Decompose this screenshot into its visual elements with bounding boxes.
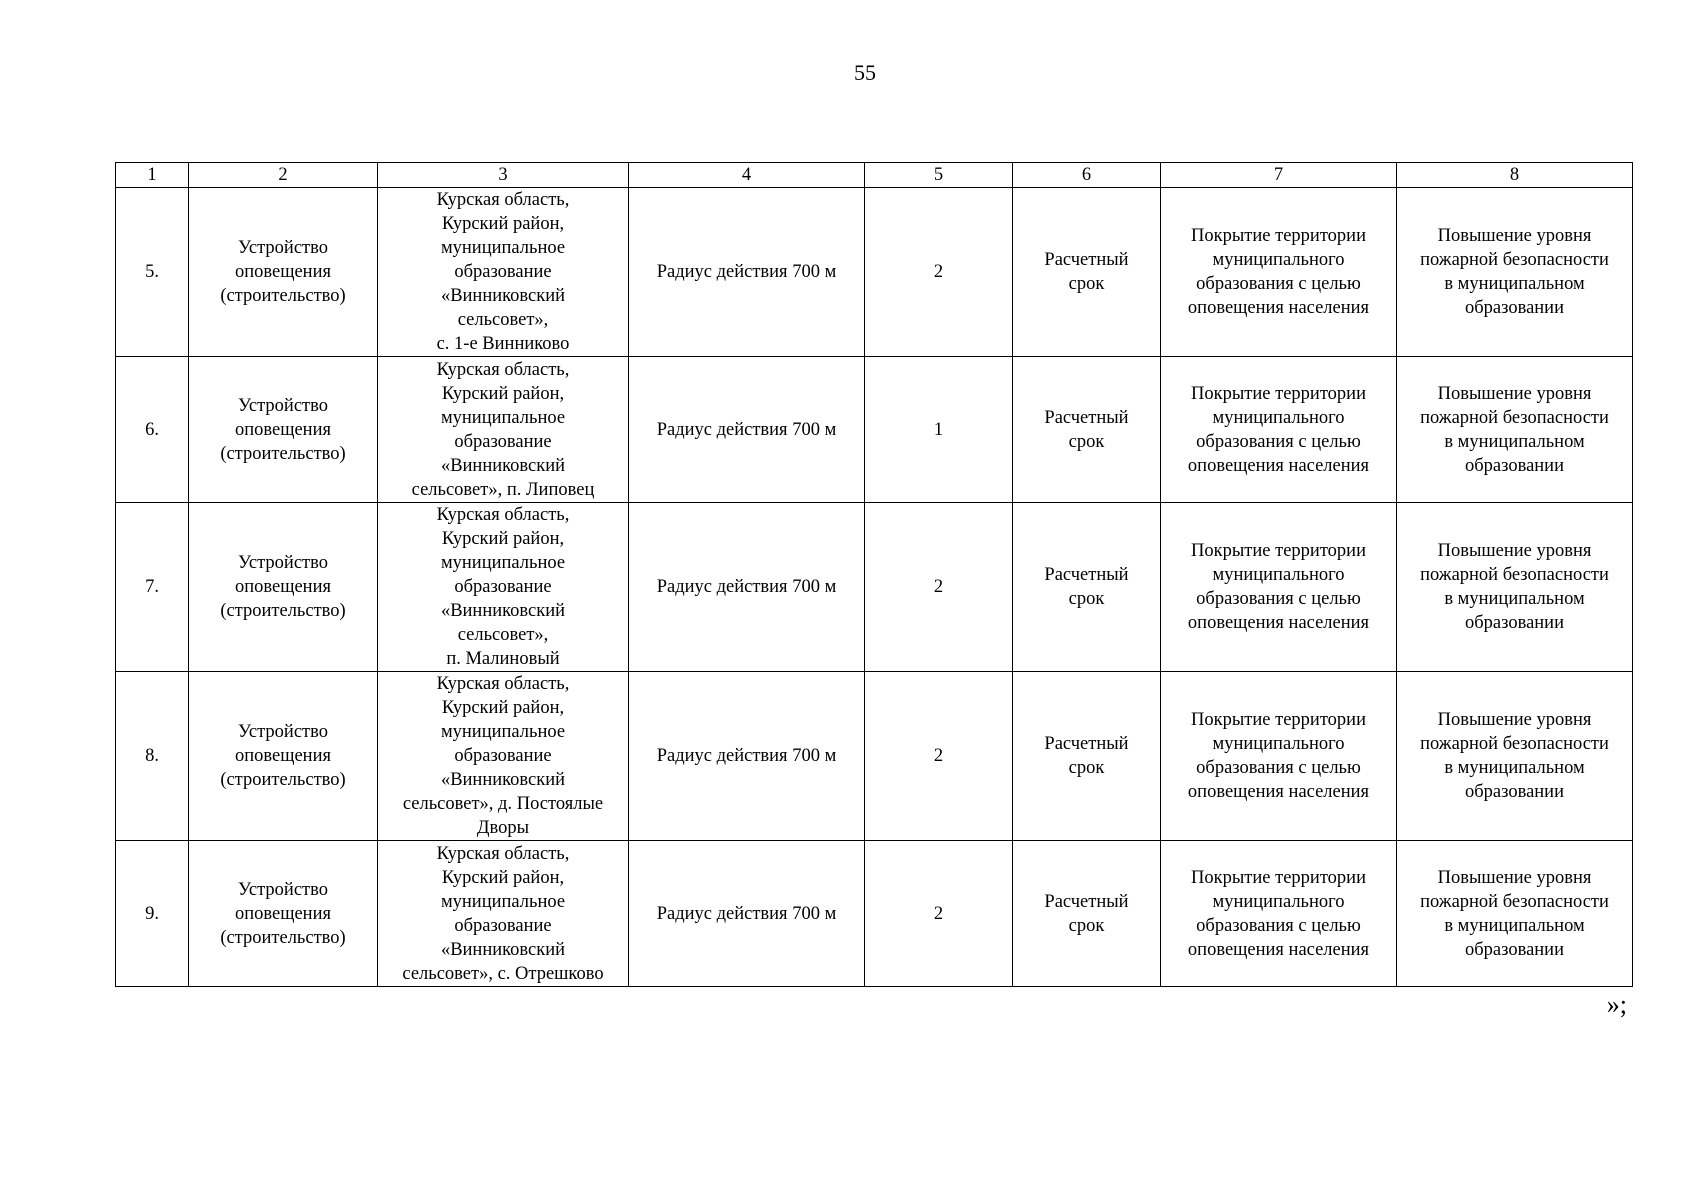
cell-line: в муниципальном — [1444, 274, 1585, 294]
cell-line: срок — [1068, 589, 1105, 609]
cell-line: (строительство) — [220, 770, 346, 790]
cell-line: Курский район, — [441, 867, 565, 888]
cell-line: Курский район, — [441, 383, 565, 404]
cell-line: с. 1-е Винниково — [436, 334, 570, 354]
cell-line: муниципальное — [440, 553, 566, 573]
result-cell — [1397, 841, 1633, 987]
work-type-cell — [189, 357, 378, 503]
cell-line: образования с целью — [1196, 915, 1361, 936]
cell-line: Повышение уровня — [1437, 383, 1592, 404]
cell-line: сельсовет», п. Липовец — [411, 479, 595, 500]
column-header: 7 — [1161, 163, 1397, 188]
location-cell — [378, 672, 629, 841]
cell-line: Покрытие территории — [1191, 383, 1366, 404]
cell-line: муниципального — [1212, 407, 1345, 428]
work-type-cell — [189, 188, 378, 357]
column-header: 3 — [378, 163, 629, 188]
cell-line: оповещения населения — [1187, 455, 1370, 476]
count-cell: 2 — [865, 503, 1013, 672]
cell-line: образовании — [1465, 782, 1564, 802]
result-cell — [1397, 503, 1633, 672]
cell-line: оповещения — [234, 746, 331, 766]
cell-line: образовании — [1465, 613, 1564, 633]
count-cell: 1 — [865, 357, 1013, 503]
cell-line: Повышение уровня — [1437, 710, 1592, 730]
cell-line: пожарной безопасности — [1420, 734, 1609, 754]
cell-line: оповещения населения — [1187, 782, 1370, 802]
cell-line: образование — [454, 262, 552, 282]
cell-line: Курская область, — [436, 359, 570, 380]
cell-line: образовании — [1465, 939, 1564, 960]
cell-line: Покрытие территории — [1191, 226, 1366, 246]
cell-line: п. Малиновый — [446, 649, 560, 669]
row-number: 8. — [116, 672, 189, 841]
count-cell: 2 — [865, 188, 1013, 357]
cell-line: образовании — [1465, 298, 1564, 318]
purpose-cell — [1161, 503, 1397, 672]
column-header: 5 — [865, 163, 1013, 188]
cell-line: Покрытие территории — [1191, 867, 1366, 888]
purpose-cell — [1161, 672, 1397, 841]
cell-line: Расчетный — [1044, 407, 1129, 428]
characteristic-cell: Радиус действия 700 м — [629, 357, 865, 503]
column-header: 8 — [1397, 163, 1633, 188]
work-type-cell — [189, 672, 378, 841]
term-cell — [1013, 672, 1161, 841]
table-row — [116, 188, 1633, 357]
location-cell — [378, 503, 629, 672]
column-header: 4 — [629, 163, 865, 188]
result-cell — [1397, 188, 1633, 357]
cell-line: (строительство) — [220, 601, 346, 621]
characteristic-cell: Радиус действия 700 м — [629, 672, 865, 841]
cell-line: (строительство) — [220, 286, 346, 306]
table-row — [116, 357, 1633, 503]
cell-line: муниципальное — [440, 238, 566, 258]
cell-line: сельсовет», д. Постоялые — [402, 794, 604, 814]
cell-line: муниципального — [1212, 891, 1345, 912]
cell-line: муниципального — [1212, 565, 1345, 585]
work-type-cell — [189, 503, 378, 672]
cell-line: оповещения населения — [1187, 939, 1370, 960]
page-number: 55 — [854, 60, 876, 85]
cell-line: пожарной безопасности — [1420, 250, 1609, 270]
cell-line: в муниципальном — [1444, 758, 1585, 778]
cell-line: срок — [1068, 274, 1105, 294]
cell-line: муниципальное — [440, 891, 566, 912]
column-header: 6 — [1013, 163, 1161, 188]
result-cell — [1397, 357, 1633, 503]
cell-line: в муниципальном — [1444, 915, 1585, 936]
cell-line: образования с целью — [1196, 589, 1361, 609]
cell-line: оповещения — [234, 903, 331, 924]
cell-line: оповещения населения — [1187, 298, 1370, 318]
row-number: 7. — [116, 503, 189, 672]
row-number: 6. — [116, 357, 189, 503]
count-cell: 2 — [865, 841, 1013, 987]
count-cell: 2 — [865, 672, 1013, 841]
cell-line: в муниципальном — [1444, 589, 1585, 609]
cell-line: образования с целью — [1196, 431, 1361, 452]
location-cell — [378, 357, 629, 503]
cell-line: «Винниковский — [440, 770, 566, 790]
cell-line: Устройство — [238, 879, 328, 900]
cell-line: образование — [454, 431, 552, 452]
column-header: 1 — [116, 163, 189, 188]
cell-line: Устройство — [238, 553, 328, 573]
purpose-cell — [1161, 188, 1397, 357]
cell-line: (строительство) — [220, 927, 346, 948]
location-cell — [378, 841, 629, 987]
cell-line: Повышение уровня — [1437, 867, 1592, 888]
cell-line: муниципальное — [440, 722, 566, 742]
table-row — [116, 841, 1633, 987]
cell-line: Курский район, — [441, 698, 565, 718]
cell-line: Устройство — [238, 722, 328, 742]
term-cell — [1013, 841, 1161, 987]
cell-line: Расчетный — [1044, 891, 1129, 912]
cell-line: Расчетный — [1044, 250, 1129, 270]
purpose-cell — [1161, 357, 1397, 503]
cell-line: сельсовет», — [457, 625, 549, 645]
characteristic-cell: Радиус действия 700 м — [629, 188, 865, 357]
cell-line: Курская область, — [436, 190, 570, 210]
term-cell — [1013, 357, 1161, 503]
cell-line: сельсовет», с. Отрешково — [402, 963, 604, 984]
cell-line: пожарной безопасности — [1420, 891, 1609, 912]
column-header: 2 — [189, 163, 378, 188]
cell-line: «Винниковский — [440, 455, 566, 476]
location-cell — [378, 188, 629, 357]
cell-line: Курский район, — [441, 529, 565, 549]
cell-line: (строительство) — [220, 443, 346, 464]
cell-line: оповещения населения — [1187, 613, 1370, 633]
cell-line: Повышение уровня — [1437, 541, 1592, 561]
row-number: 9. — [116, 841, 189, 987]
cell-line: образовании — [1465, 455, 1564, 476]
cell-line: Курская область, — [436, 505, 570, 525]
cell-line: образования с целью — [1196, 274, 1361, 294]
table-row — [116, 672, 1633, 841]
closing-quote-mark: »; — [1606, 990, 1627, 1019]
cell-line: Устройство — [238, 238, 328, 258]
cell-line: срок — [1068, 758, 1105, 778]
cell-line: Покрытие территории — [1191, 710, 1366, 730]
cell-line: оповещения — [234, 419, 331, 440]
term-cell — [1013, 188, 1161, 357]
cell-line: «Винниковский — [440, 286, 566, 306]
cell-line: срок — [1068, 431, 1105, 452]
table-row — [116, 503, 1633, 672]
cell-line: образование — [454, 915, 552, 936]
characteristic-cell: Радиус действия 700 м — [629, 503, 865, 672]
cell-line: в муниципальном — [1444, 431, 1585, 452]
term-cell — [1013, 503, 1161, 672]
cell-line: оповещения — [234, 577, 331, 597]
cell-line: образование — [454, 577, 552, 597]
cell-line: пожарной безопасности — [1420, 565, 1609, 585]
cell-line: муниципального — [1212, 250, 1345, 270]
cell-line: Дворы — [476, 818, 530, 838]
cell-line: муниципального — [1212, 734, 1345, 754]
measures-table — [115, 162, 1633, 987]
result-cell — [1397, 672, 1633, 841]
cell-line: Устройство — [238, 395, 328, 416]
cell-line: Курская область, — [436, 674, 570, 694]
cell-line: срок — [1068, 915, 1105, 936]
cell-line: Повышение уровня — [1437, 226, 1592, 246]
characteristic-cell: Радиус действия 700 м — [629, 841, 865, 987]
cell-line: пожарной безопасности — [1420, 407, 1609, 428]
cell-line: Расчетный — [1044, 565, 1129, 585]
header-row — [116, 163, 1633, 188]
cell-line: Покрытие территории — [1191, 541, 1366, 561]
work-type-cell — [189, 841, 378, 987]
cell-line: «Винниковский — [440, 939, 566, 960]
cell-line: оповещения — [234, 262, 331, 282]
purpose-cell — [1161, 841, 1397, 987]
cell-line: «Винниковский — [440, 601, 566, 621]
cell-line: образование — [454, 746, 552, 766]
row-number: 5. — [116, 188, 189, 357]
cell-line: Курский район, — [441, 214, 565, 234]
cell-line: Курская область, — [436, 843, 570, 864]
cell-line: сельсовет», — [457, 310, 549, 330]
cell-line: образования с целью — [1196, 758, 1361, 778]
cell-line: Расчетный — [1044, 734, 1129, 754]
cell-line: муниципальное — [440, 407, 566, 428]
